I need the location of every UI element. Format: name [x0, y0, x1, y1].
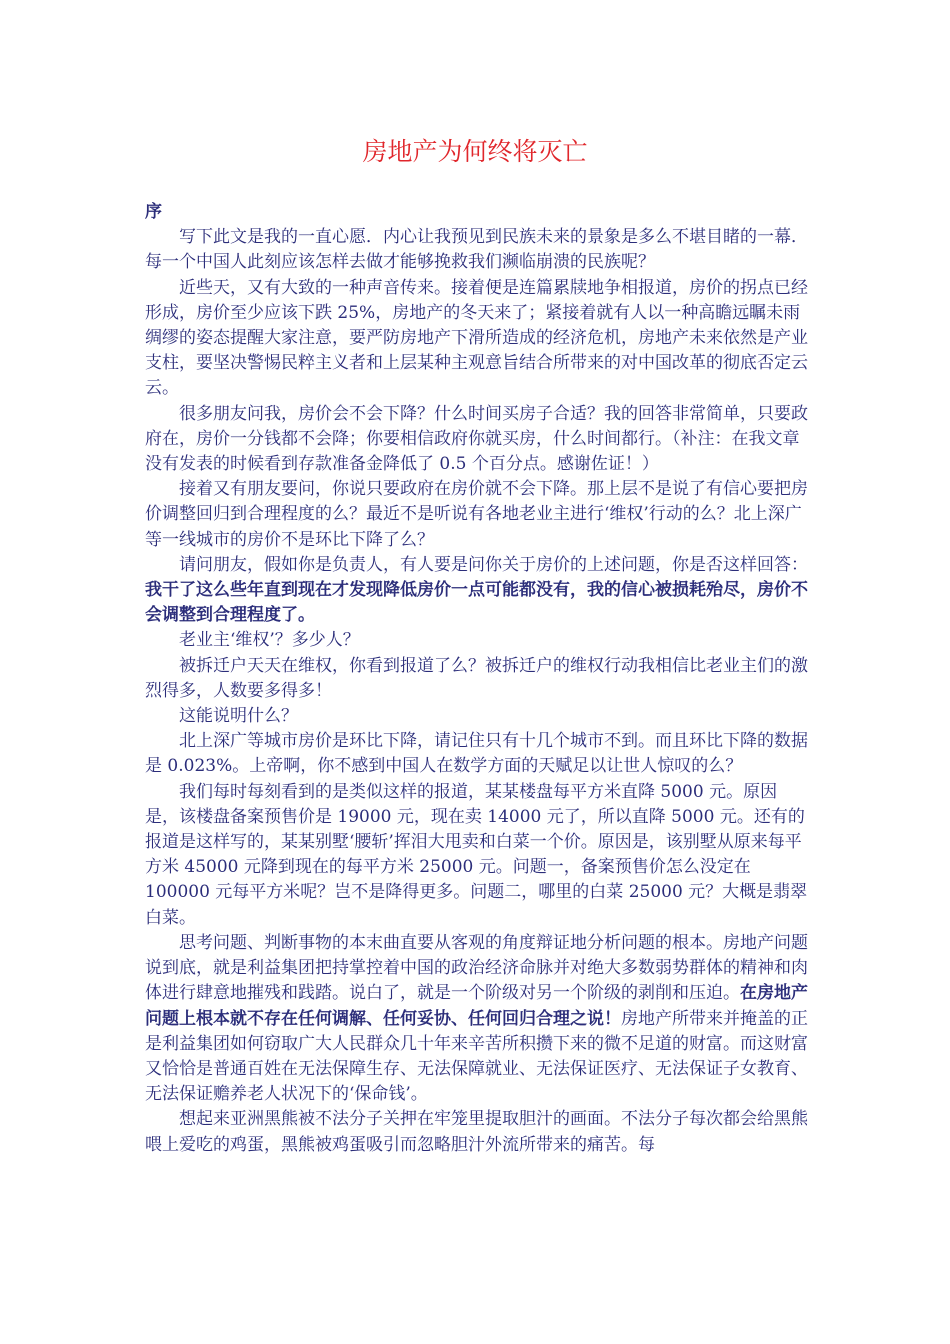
document-body: [145, 200, 810, 1158]
paragraph: [145, 1107, 810, 1157]
paragraph: [145, 729, 810, 779]
text-run: 被拆迁户天天在维权，你看到报道了么？被拆迁户的维权行动我相信比老业主们的激烈得多，人数要多得多！: [145, 655, 808, 701]
paragraph: [145, 553, 810, 629]
paragraph: [145, 704, 810, 729]
paragraph: [145, 654, 810, 704]
text-run: 写下此文是我的一直心愿．内心让我预见到民族未来的景象是多么不堪目睹的一幕．每一个中国人此刻应该怎样去做才能够挽救我们濒临崩溃的民族呢？: [145, 227, 808, 273]
text-run: 这能说明什么？: [179, 706, 298, 727]
text-run: 请问朋友，假如你是负责人，有人要是问你关于房价的上述问题，你是否这样回答：: [179, 554, 808, 575]
text-run: 老业主‘维权’？多少人？: [179, 630, 360, 651]
paragraph: [145, 225, 810, 275]
text-run: 近些天，又有大致的一种声音传来。接着便是连篇累牍地争相报道，房价的拐点已经形成，房价至少应该下跌 25%，房地产的冬天来了；紧接着就有人以一种高瞻远瞩未雨绸缪的姿态提醒大家注意，要严防房地产下滑所造成的经济危机，房地产未来依然是产业支柱，要坚决警惕民粹主义者和上层某种主观意旨结合所带来的对中国改革的彻底否定云云。: [145, 277, 808, 399]
document-title: 房地产为何终将灭亡: [362, 137, 588, 166]
paragraph: [145, 477, 810, 553]
paragraph: [145, 780, 810, 931]
text-run: 北上深广等城市房价是环比下降，请记住只有十几个城市不到。而且环比下降的数据是 0.023%。上帝啊，你不感到中国人在数学方面的天赋足以让世人惊叹的么？: [145, 731, 808, 777]
paragraph: [145, 276, 810, 402]
text-run: 我们每时每刻看到的是类似这样的报道，某某楼盘每平方米直降 5000 元。原因是，该楼盘备案预售价是 19000 元，现在卖 14000 元了，所以直降 5000 元。还有的报道是这样写的，某某别墅‘腰斩’挥泪大甩卖和白菜一个价。原因是，该别墅从原来每平方米 45000 元降到现在的每平方米 25000 元。问题一，备案预售价怎么没定在 100000 元每平方米呢？岂不是降得更多。问题二，哪里的白菜 25000 元？大概是翡翠白菜。: [145, 781, 808, 928]
paragraph: [145, 402, 810, 478]
text-run: 思考问题、判断事物的本末曲直要从客观的角度辩证地分析问题的根本。房地产问题说到底，就是利益集团把持掌控着中国的政治经济命脉并对绝大多数弱势群体的精神和肉体进行肆意地摧残和践踏。说白了，就是一个阶级对另一个阶级的剥削和压迫。: [145, 932, 808, 1004]
paragraph: [145, 628, 810, 653]
bold-text-run: 我干了这么些年直到现在才发现降低房价一点可能都没有，我的信心被损耗殆尽，房价不会调整到合理程度了。: [145, 580, 808, 626]
paragraph: [145, 931, 810, 1107]
text-run: 接着又有朋友要问，你说只要政府在房价就不会下降。那上层不是说了有信心要把房价调整回归到合理程度的么？最近不是听说有各地老业主进行‘维权’行动的么？北上深广等一线城市的房价不是环比下降了么？: [145, 479, 808, 550]
text-run: 想起来亚洲黑熊被不法分子关押在牢笼里提取胆汁的画面。不法分子每次都会给黑熊喂上爱吃的鸡蛋，黑熊被鸡蛋吸引而忽略胆汁外流所带来的痛苦。每: [145, 1109, 808, 1155]
section-heading: 序: [145, 202, 162, 222]
text-run: 很多朋友问我，房价会不会下降？什么时间买房子合适？我的回答非常简单，只要政府在，房价一分钱都不会降；你要相信政府你就买房，什么时间都行。（补注：在我文章没有发表的时候看到存款准备金降低了 0.5 个百分点。感谢佐证！）: [145, 403, 808, 475]
text-run: 房地产所带来并掩盖的正是利益集团如何窃取广大人民群众几十年来辛苦所积攒下来的微不足道的财富。而这财富又恰恰是普通百姓在无法保障生存、无法保障就业、无法保证医疗、无法保证子女教育、无法保证赡养老人状况下的‘保命钱’。: [145, 1008, 808, 1105]
bold-text-run: 在房地产问题上根本就不存在任何调解、任何妥协、任何回归合理之说！: [145, 983, 808, 1029]
